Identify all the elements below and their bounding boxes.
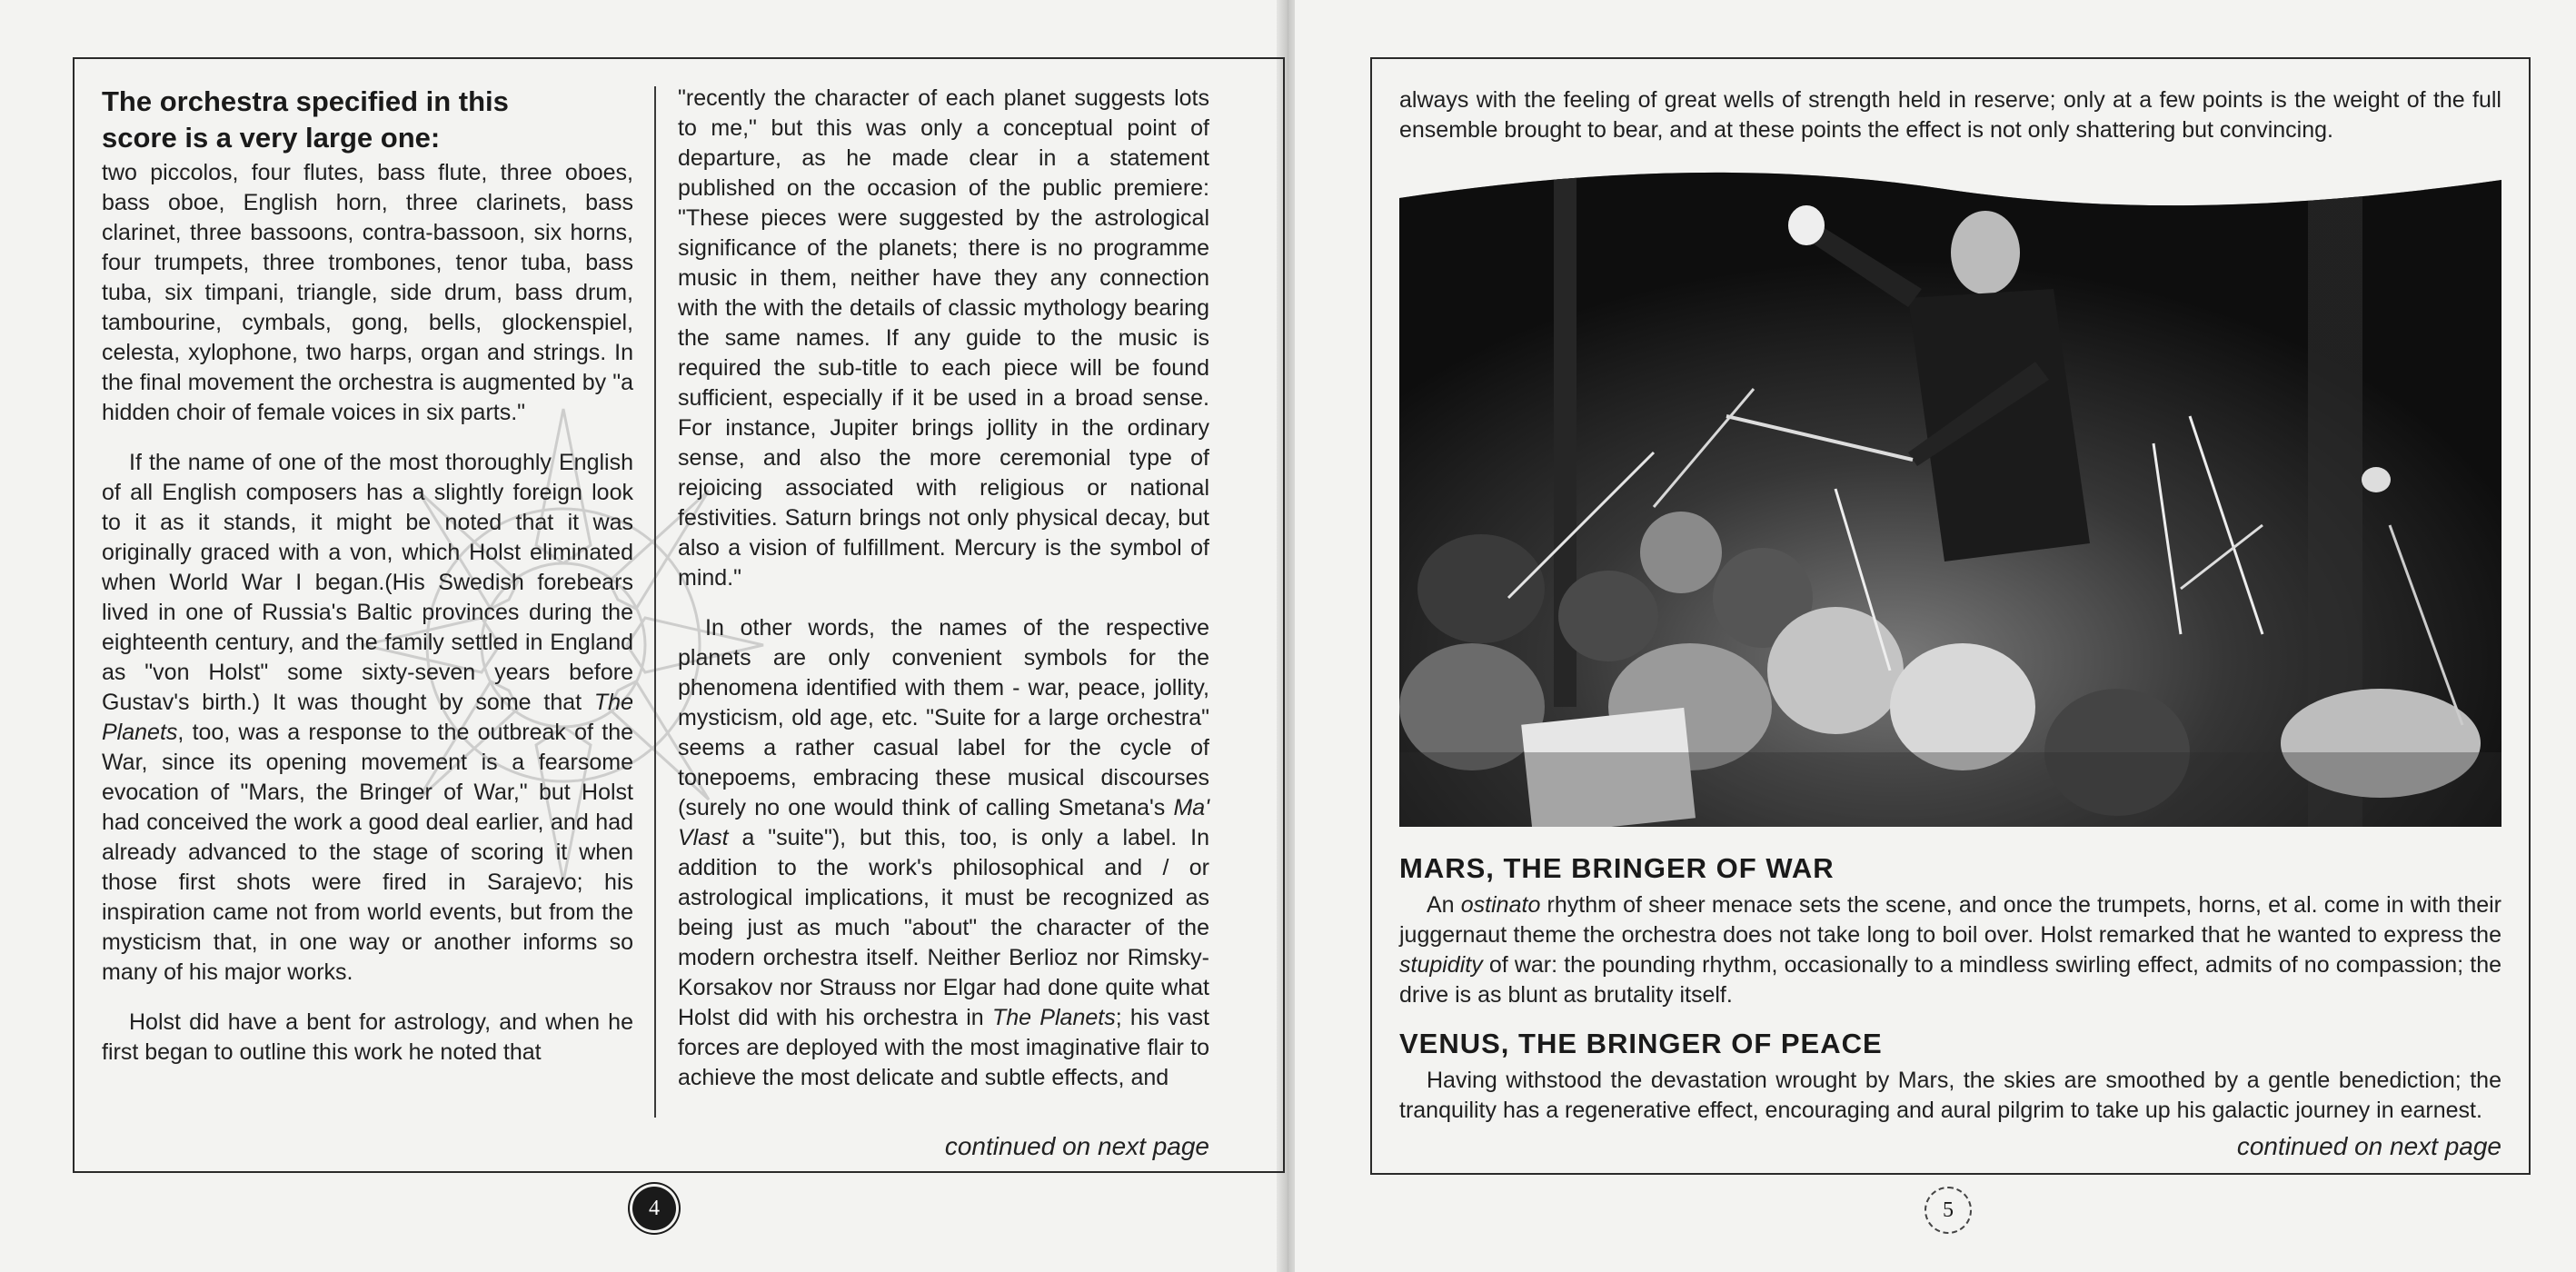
continued-note-left: continued on next page <box>944 1132 1209 1160</box>
paragraph-text: rhythm of sheer menace sets the scene, and once the trumpets, horns, et al. come in with their juggernaut theme the orchestra does not take long to boil over. Holst remarked that he wanted to express the <box>1399 892 2502 948</box>
holst-name-paragraph <box>102 448 633 988</box>
lead-heading <box>102 84 633 156</box>
astrology-paragraph: Holst did have a bent for astrology, and when he first began to outline this work he noted that <box>102 1009 633 1065</box>
emphasis-word: stupidity <box>1399 952 1483 978</box>
paragraph-text: In other words, the names of the respective planets are only convenient symbols for the phenomena identified with them - war, peace, jollity, mysticism, old age, etc. "Suite for a large orchestra" seems a rather casual label for the cycle of tonepoems, embracing these musical discourses (surely no one would think of calling Smetana's <box>678 615 1209 820</box>
continuation-paragraph: always with the feeling of great wells of strength held in reserve; only at a few points is the weight of the full ensemble brought to bear, and at these points the effect is not only shattering but convincing. <box>1399 87 2501 143</box>
paragraph-text: If the name of one of the most thoroughly English of all English composers has a slightly foreign look to it as it stands, it might be noted that it was originally graced with a von, which Holst eliminated when World War I began.(His Swedish forebears lived in one of Russia's Baltic provinces during the eighteenth century, and the family settled in England as "von Holst" some sixty-seven years before Gustav's birth.) It was thought by some that <box>102 450 633 715</box>
lead-heading-line-2: score is a very large one: <box>102 122 441 154</box>
paragraph-text: of war: the pounding rhythm, occasionally to a mindless swirling effect, admits of no compassion; the drive is as blunt as brutality itself. <box>1399 952 2501 1008</box>
venus-heading: VENUS, THE BRINGER OF PEACE <box>1399 1028 1883 1059</box>
column-divider <box>654 86 656 1118</box>
work-title: The Planets <box>991 1005 1116 1030</box>
middle-column <box>678 84 1209 1093</box>
work-title: Ma' Vlast <box>678 795 1209 850</box>
work-title: The Planets <box>102 690 633 745</box>
page-number-4: 4 <box>632 1187 676 1230</box>
page-number-5: 5 <box>1925 1187 1972 1234</box>
premiere-quote-paragraph: "recently the character of each planet suggests lots to me," but this was only a conceptual point of departure, as he made clear in a statement published on the occasion of the public premiere: "These pieces were suggested by the astrological significance of the planets; there is no programme music in them, neither have they any connection with the with the details of classic mythology bearing the same names. If any guide to the music is required the sub-title to each piece will be found sufficient, especially if it be used in a broad sense. For instance, Jupiter brings jollity in the ordinary sense, and also the more ceremonial type of rejoicing associated with religious or national festivities. Saturn brings not only physical decay, but also a vision of fulfillment. Mercury is the symbol of mind." <box>678 85 1209 591</box>
paragraph-text: a "suite"), but this, too, is only a label. In addition to the work's philosophical and / or astrological implications, it must be recognized as being just as much "about" the character of the modern orchestra itself. Neither Berlioz nor Rimsky-Korsakov nor Strauss nor Elgar had done quite what Holst did with his orchestra in <box>678 825 1209 1030</box>
mars-heading: MARS, THE BRINGER OF WAR <box>1399 852 1835 884</box>
emphasis-word: ostinato <box>1460 892 1541 918</box>
venus-paragraph: Having withstood the devastation wrought by Mars, the skies are smoothed by a gentle benediction; the tranquility has a regenerative effect, encouraging and aural pilgrim to take up his galactic journey in earnest. <box>1399 1068 2501 1123</box>
paragraph-text: An <box>1427 892 1461 918</box>
continued-note-right: continued on next page <box>2236 1132 2501 1160</box>
mars-paragraph <box>1399 890 2501 1010</box>
paragraph-text: , too, was a response to the outbreak of the War, since its opening movement is a fearsome evocation of "Mars, the Bringer of War," but Holst had conceived the work a good deal earlier, and had already advanced to the stage of scoring it when those first shots were fired in Sarajevo; his inspiration came not from world events, but from the mysticism that, in one way or another informs so many of his major works. <box>102 720 633 985</box>
instrument-list-paragraph: two piccolos, four flutes, bass flute, three oboes, bass oboe, English horn, three clarinets, bass clarinet, three bassoons, contra-bassoon, six horns, four trumpets, three trombones, tenor tuba, bass tuba, six timpani, triangle, side drum, bass drum, tambourine, cymbals, gong, bells, glockenspiel, celesta, xylophone, two harps, organ and strings. In the final movement the orchestra is augmented by "a hidden choir of female voices in six parts." <box>102 160 633 425</box>
left-column <box>102 84 633 1068</box>
conductor-orchestra-photo <box>1399 162 2501 827</box>
symbols-paragraph <box>678 613 1209 1093</box>
paragraph-text: ; his vast forces are deployed with the most imaginative flair to achieve the most delicate and subtle effects, and <box>678 1005 1209 1090</box>
lead-heading-line-1: The orchestra specified in this <box>102 85 509 117</box>
